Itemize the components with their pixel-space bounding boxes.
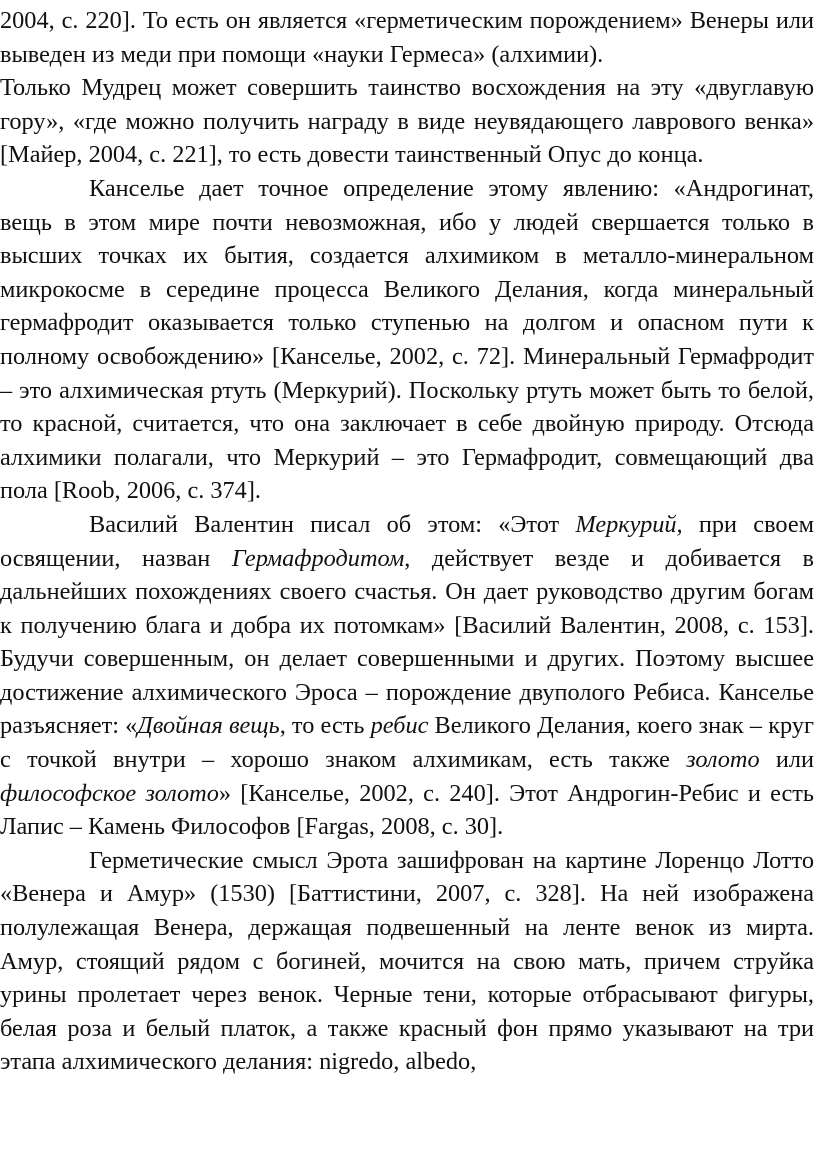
text-segment: » [Канселье, 2002, с. 240]. Этот Андрогин-Ребис и есть Лапис – Камень Философов [Fargas, 2008, с. 30]. xyxy=(0,779,814,841)
paragraph-1 xyxy=(0,4,814,71)
text-segment: или xyxy=(759,746,814,774)
text-segment: Канселье дает точное определение этому явлению: «Андрогинат, вещь в этом мире почти невозможная, ибо у людей свершается только в высших точках их бытия, создается алхимиком в металло-минеральном микрокосме в середине процесса Великого Делания, когда минеральный гермафродит оказывается только ступенью на долгом и опасном пути к полному освобождению» [Канселье, 2002, с. 72]. Минеральный Гермафродит – это алхимическая ртуть (Меркурий). Поскольку ртуть может быть то белой, то красной, считается, что она заключает в себе двойную природу. Отсюда алхимики полагали, что Меркурий – это Гермафродит, совмещающий два пола [Roob, 2006, с. 374]. xyxy=(0,174,814,505)
italic-term: Двойная вещь xyxy=(137,712,280,740)
paragraph-3 xyxy=(0,172,814,508)
text-segment: 2004, с. 220]. То есть он является «герметическим порождением» Венеры или выведен из меди при помощи «науки Гермеса» (алхимии). xyxy=(0,7,814,68)
text-segment: , то есть xyxy=(279,712,371,740)
paragraph-5 xyxy=(0,844,814,1079)
italic-term: золото xyxy=(686,746,760,774)
text-segment: при своем освящении, назван xyxy=(0,510,815,572)
italic-term: ребис xyxy=(370,712,429,740)
text-segment: Герметические смысл Эрота зашифрован на картине Лоренцо Лотто «Венера и Амур» (1530) [Баттистини, 2007, с. 328]. На ней изображена полулежащая Венера, держащая подвешенный на ленте венок из мирта. Амур, стоящий рядом с богиней, мочится на свою мать, причем струйка урины пролетает через венок. Черные тени, которые отбрасывают фигуры, белая роза и белый платок, а также красный фон прямо указывают на три этапа алхимического делания: nigredo, albedo, xyxy=(0,846,814,1076)
text-segment: Великого Делания, коего знак – круг с точкой внутри – хорошо знаком алхимикам, есть также xyxy=(0,712,814,774)
text-segment: , действует везде и добивается в дальнейших похождениях своего счастья. Он дает руководство другим богам к получению блага и добра их потомкам» [Василий Валентин, 2008, с. 153]. Будучи совершенным, он делает совершенными и других. Поэтому высшее достижение алхимического Эроса – порождение двуполого Ребиса. Канселье разъясняет: « xyxy=(0,544,814,740)
italic-term: Меркурий, xyxy=(575,510,683,538)
italic-term: философское золото xyxy=(0,779,219,807)
text-segment: Только Мудрец может совершить таинство восхождения на эту «двуглавую гору», «где можно получить награду в виде неувядающего лаврового венка» [Майер, 2004, с. 221], то есть довести таинственный Опус до конца. xyxy=(0,74,814,169)
text-segment: Василий Валентин писал об этом: «Этот xyxy=(89,510,576,538)
paragraph-2 xyxy=(0,71,814,172)
italic-term: Гермафродитом xyxy=(231,544,405,572)
paragraph-4 xyxy=(0,508,814,844)
